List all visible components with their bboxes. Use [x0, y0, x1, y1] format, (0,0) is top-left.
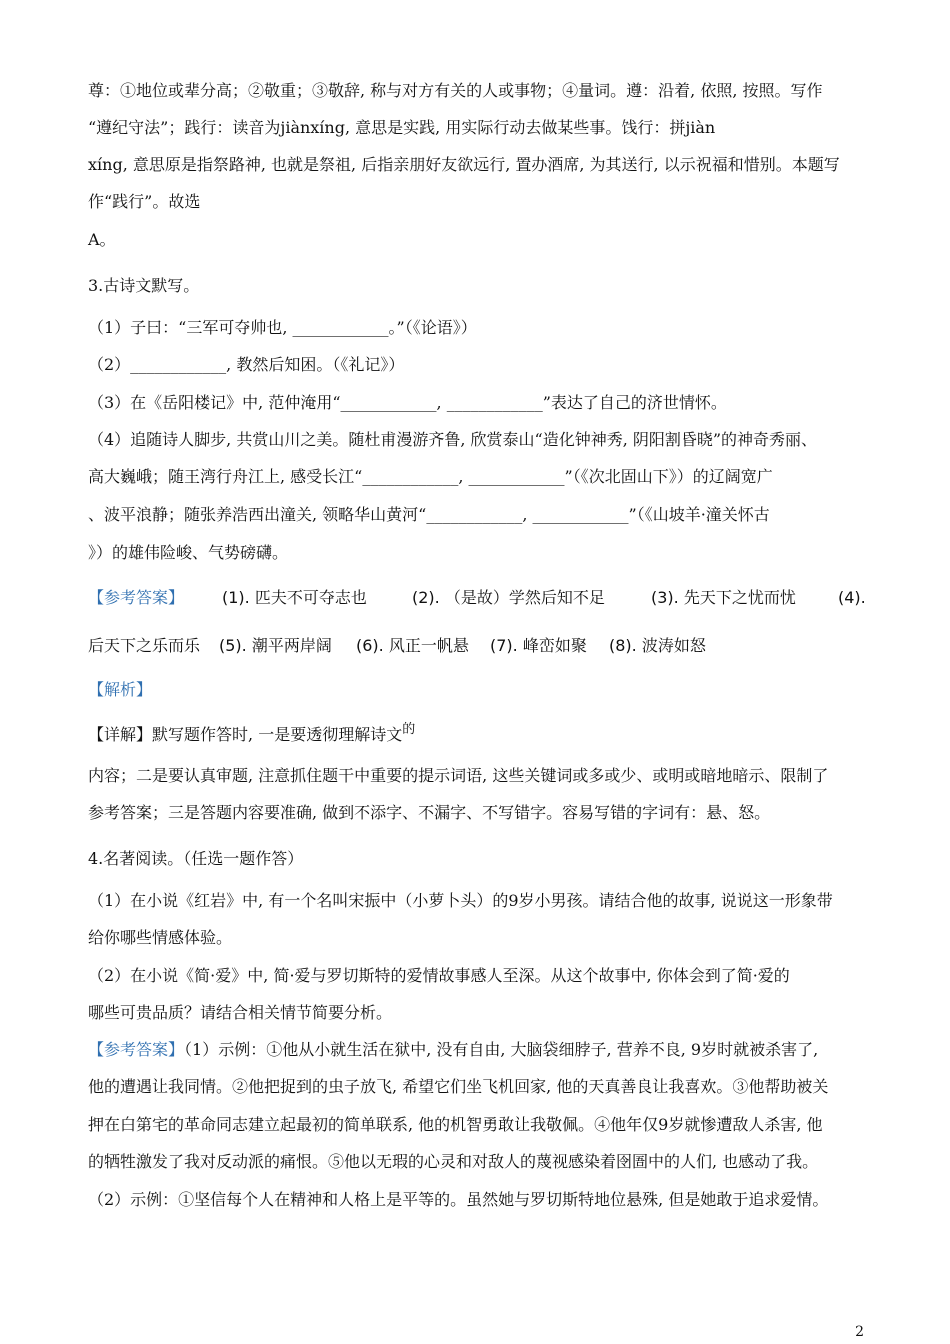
- q4-item-2-line: （2）在小说《简·爱》中, 简·爱与罗切斯特的爱情故事感人至深。从这个故事中, 你体会到了简·爱的: [88, 966, 790, 985]
- q3-item-2: （2）____________, 教然后知困。（《礼记》）: [88, 355, 405, 374]
- q3-item-4-line: 》）的雄伟险峻、气势磅礴。: [88, 543, 289, 562]
- answer-number: (7).: [490, 636, 518, 655]
- answer-number: (5).: [219, 636, 247, 655]
- q4-item-1-line: （1）在小说《红岩》中, 有一个名叫宋振中（小萝卜头）的9岁小男孩。请结合他的故事, 说说这一形象带: [88, 891, 833, 910]
- answer-2: [412, 588, 605, 608]
- question-4-title: 4.名著阅读。（任选一题作答）: [88, 849, 304, 868]
- answer-text: 潮平两岸阔: [251, 636, 332, 655]
- detail-superscript: 的: [402, 722, 416, 737]
- detail-label: 【详解】: [88, 725, 153, 744]
- q4-answer-line: 他的遭遇让我同情。②他把捉到的虫子放飞, 希望它们坐飞机回家, 他的天真善良让我喜欢。③他帮助被关: [88, 1077, 829, 1096]
- answer-text: 峰峦如聚: [522, 636, 587, 655]
- answer-5: [219, 636, 332, 656]
- q3-item-4-line: 高大巍峨；随王湾行舟江上, 感受长江“____________, ____________”（《次北固山下》）的辽阔宽广: [88, 467, 773, 486]
- detail-line: 参考答案；三是答题内容要准确, 做到不添字、不漏字、不写错字。容易写错的字词有：悬、怒。: [88, 803, 771, 822]
- answer-3: [651, 588, 796, 608]
- answer-number: (1).: [222, 588, 250, 607]
- q3-item-4-line: 、波平浪静；随张养浩西出潼关, 领略华山黄河“____________, ____________”（《山坡羊·潼关怀古: [88, 505, 770, 524]
- answer-text: 先天下之忧而忧: [683, 588, 796, 607]
- text-line: A。: [88, 230, 116, 249]
- analysis-label: 【解析】: [88, 680, 153, 699]
- text-line: xíng, 意思原是指祭路神, 也就是祭祖, 后指亲朋好友欲远行, 置办酒席, 为其送行, 以示祝福和惜别。本题写: [88, 155, 840, 174]
- answer-text: （是故）学然后知不足: [444, 588, 605, 607]
- q3-item-4-line: （4）追随诗人脚步, 共赏山川之美。随杜甫漫游齐鲁, 欣赏泰山“造化钟神秀, 阴阳割昏晓”的神奇秀丽、: [88, 430, 818, 449]
- answer-text: 匹夫不可夺志也: [254, 588, 367, 607]
- answer-4: [838, 588, 866, 608]
- answer-text: 风正一帆悬: [388, 636, 469, 655]
- answer-text: （1）示例：①他从小就生活在狱中, 没有自由, 大脑袋细脖子, 营养不良, 9岁时就被杀害了,: [184, 1040, 819, 1059]
- text-line: “遵纪守法”；践行：读音为jiànxíng, 意思是实践, 用实际行动去做某些事。饯行：拼jiàn: [88, 118, 716, 137]
- answer-8: [609, 636, 706, 656]
- answer-text: 波涛如怒: [641, 636, 706, 655]
- q4-item-1-line: 给你哪些情感体验。: [88, 928, 233, 947]
- page-number: 2: [855, 1324, 864, 1340]
- answer-number: (2).: [412, 588, 440, 607]
- detail-line: 内容；二是要认真审题, 注意抓住题干中重要的提示词语, 这些关键词或多或少、或明或暗地暗示、限制了: [88, 766, 829, 785]
- text-line: 尊：①地位或辈分高；②敬重；③敬辞, 称与对方有关的人或事物；④量词。遵：沿着, 依照, 按照。写作: [88, 81, 823, 100]
- q4-answer-line: 押在白第宅的革命同志建立起最初的简单联系, 他的机智勇敢让我敬佩。④他年仅9岁就惨遭敌人杀害, 他: [88, 1115, 823, 1134]
- answer-number: (6).: [356, 636, 384, 655]
- q3-item-1: （1）子曰：“三军可夺帅也, ____________。”（《论语》）: [88, 318, 477, 337]
- detail-line: [88, 722, 416, 747]
- answer-1: [222, 588, 367, 608]
- q3-item-3: （3）在《岳阳楼记》中, 范仲淹用“____________, ____________”表达了自己的济世情怀。: [88, 393, 727, 412]
- answer-number: (8).: [609, 636, 637, 655]
- q4-item-2-line: 哪些可贵品质？请结合相关情节简要分析。: [88, 1003, 393, 1022]
- q4-answer-line: [88, 1040, 818, 1060]
- answer-label: 【参考答案】: [88, 1040, 185, 1059]
- answer-7: [490, 636, 587, 656]
- question-3-title: 3.古诗文默写。: [88, 276, 200, 295]
- answer-number: (4).: [838, 588, 866, 607]
- answer-label-text: 【参考答案】: [88, 588, 185, 607]
- q4-answer-line: （2）示例：①坚信每个人在精神和人格上是平等的。虽然她与罗切斯特地位悬殊, 但是她敢于追求爱情。: [88, 1190, 829, 1209]
- answer-4-text: 后天下之乐而乐: [88, 636, 201, 655]
- text-line: 作“践行”。故选: [88, 192, 201, 211]
- detail-text: 默写题作答时, 一是要透彻理解诗文: [152, 725, 403, 744]
- answer-6: [356, 636, 469, 656]
- q4-answer-line: 的牺牲激发了我对反动派的痛恨。⑤他以无瑕的心灵和对敌人的蔑视感染着囹圄中的人们, 也感动了我。: [88, 1152, 819, 1171]
- answer-number: (3).: [651, 588, 679, 607]
- answer-label: [88, 588, 184, 608]
